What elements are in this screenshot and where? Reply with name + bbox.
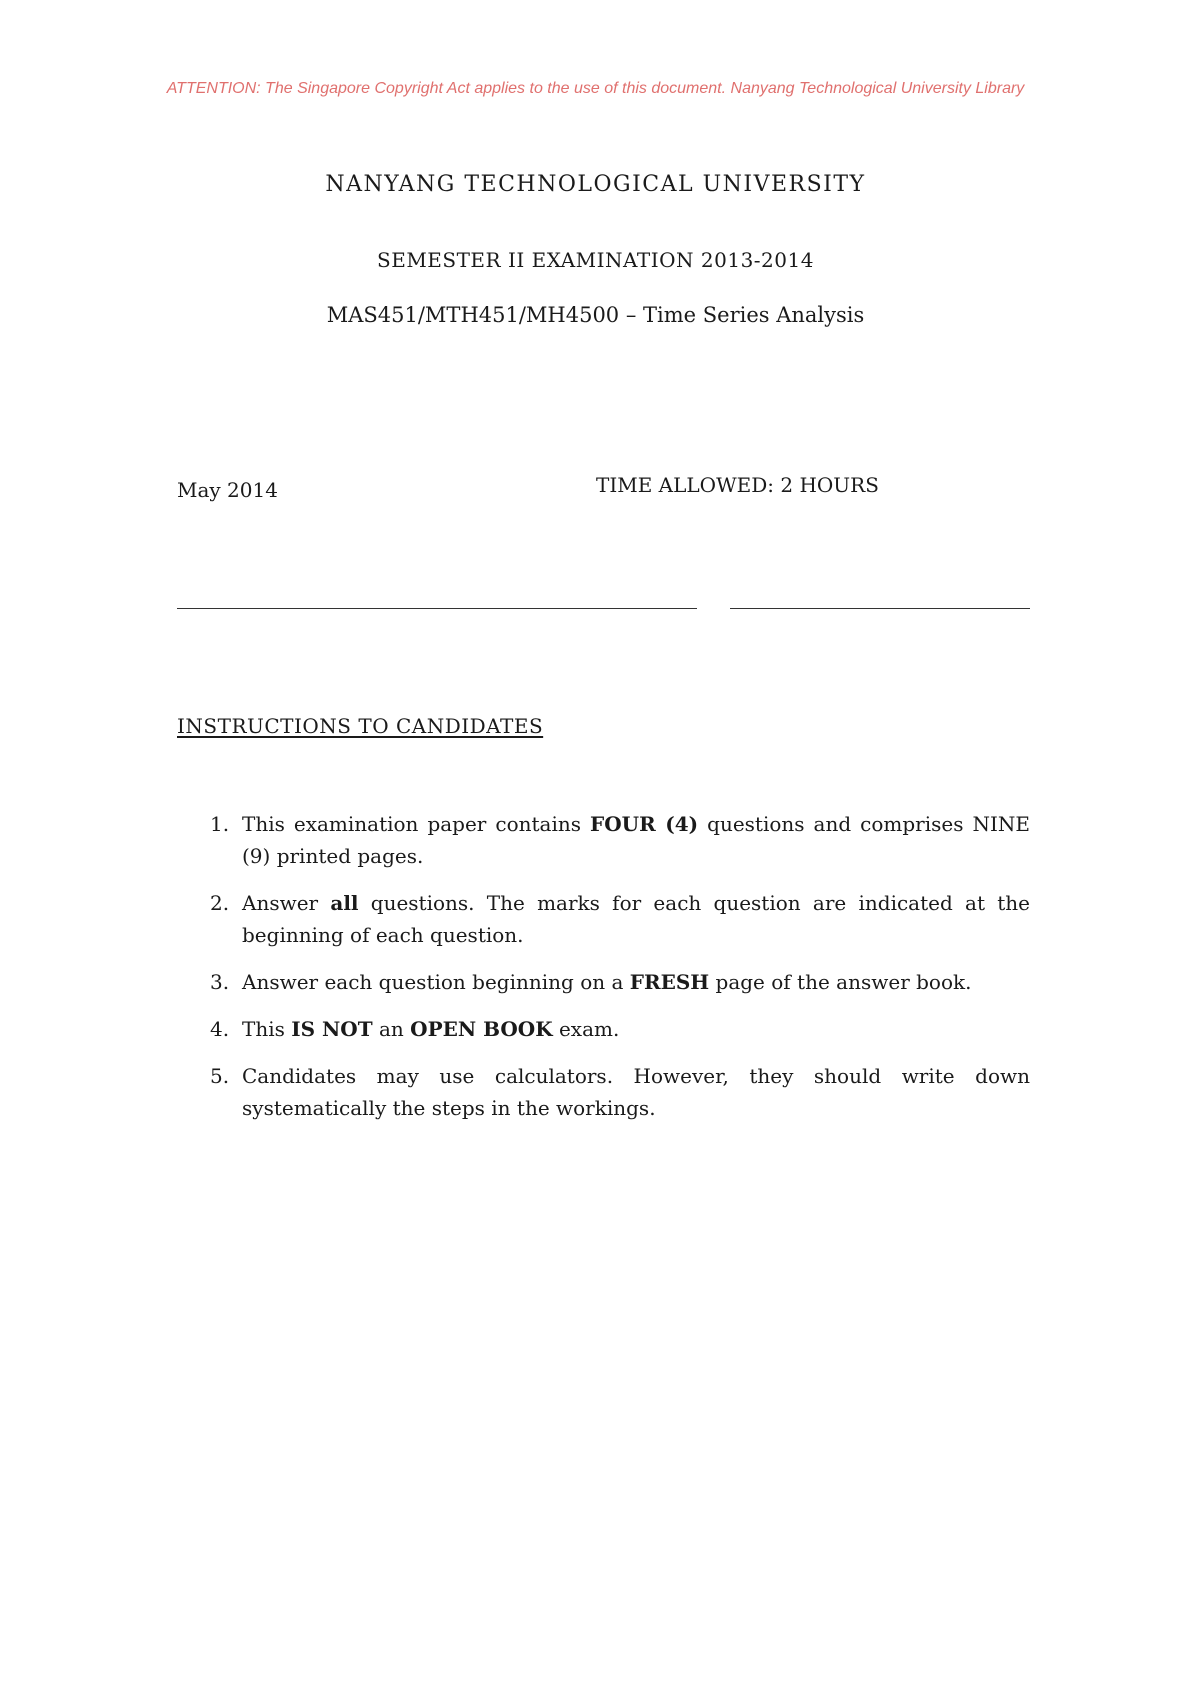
instructions-heading: INSTRUCTIONS TO CANDIDATES (177, 714, 544, 738)
time-allowed: TIME ALLOWED: 2 HOURS (596, 473, 879, 497)
instruction-item-2 (210, 887, 1030, 951)
instruction-item-5 (210, 1060, 1030, 1124)
instruction-number: 1. (210, 812, 230, 836)
instruction-number: 4. (210, 1017, 230, 1041)
course-title: MAS451/MTH451/MH4500 – Time Series Analysis (326, 303, 865, 327)
instruction-item-3 (210, 966, 1030, 998)
instruction-text: Answer all questions. The marks for each question are indicated at the beginning of each question. (242, 891, 1030, 947)
instruction-text: Candidates may use calculators. However, they should write down systematically the steps in the workings. (242, 1064, 1030, 1120)
instruction-number: 3. (210, 970, 230, 994)
instruction-item-4 (210, 1013, 1030, 1045)
instruction-item-1 (210, 808, 1030, 872)
divider-left (177, 608, 697, 609)
instruction-number: 2. (210, 891, 230, 915)
copyright-notice: ATTENTION: The Singapore Copyright Act applies to the use of this document. Nanyang Technological University Library (166, 80, 1025, 97)
exam-date: May 2014 (177, 478, 278, 502)
university-name: NANYANG TECHNOLOGICAL UNIVERSITY (325, 172, 866, 197)
instruction-text: Answer each question beginning on a FRESH page of the answer book. (242, 970, 972, 994)
instructions-list (210, 808, 1030, 1139)
instruction-number: 5. (210, 1064, 230, 1088)
exam-semester: SEMESTER II EXAMINATION 2013-2014 (377, 248, 814, 272)
instruction-text: This examination paper contains FOUR (4) questions and comprises NINE (9) printed pages. (242, 812, 1030, 868)
instruction-text: This IS NOT an OPEN BOOK exam. (242, 1017, 620, 1041)
divider-right (730, 608, 1030, 609)
